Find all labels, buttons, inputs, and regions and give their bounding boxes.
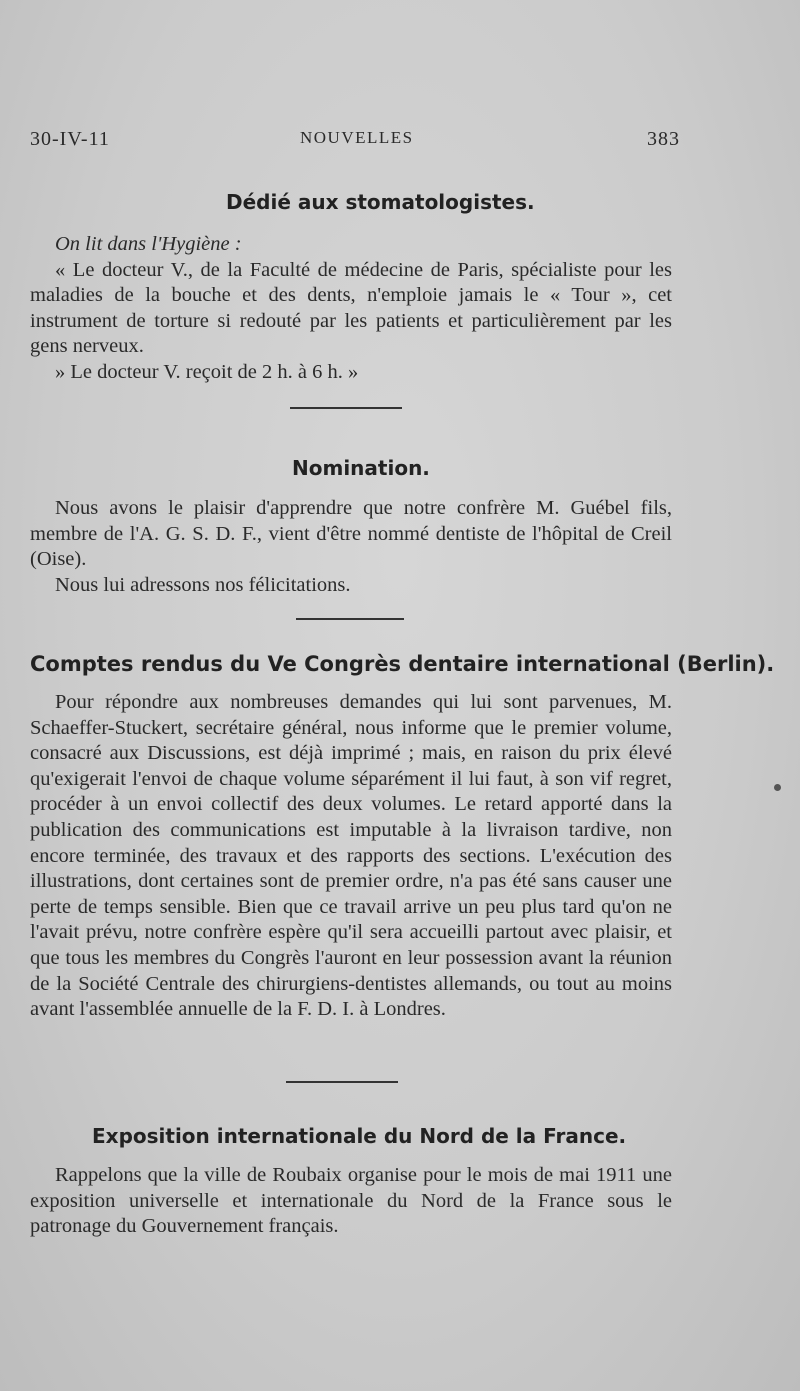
article-paragraph: Nous avons le plaisir d'apprendre que notre confrère M. Guébel fils, membre de l'A. G. S. D. F., vient d'être nommé dentiste de l'hôpital de Creil (Oise).	[30, 497, 672, 571]
article-title-exposition: Exposition internationale du Nord de la France.	[92, 1124, 627, 1148]
article-body-congres	[30, 690, 672, 1023]
article-paragraph: Rappelons que la ville de Roubaix organise pour le mois de mai 1911 une exposition universelle et internationale du Nord de la France sous le patronage du Gouvernement français.	[30, 1164, 672, 1238]
page-number: 383	[647, 128, 680, 150]
section-divider	[296, 618, 404, 620]
article-body-dedie	[30, 232, 672, 386]
article-body-exposition	[30, 1163, 672, 1240]
article-title-nomination: Nomination.	[292, 456, 430, 480]
article-line: « Le docteur V., de la Faculté de médecine de Paris, spécialiste pour les maladies de la bouche et des dents, n'emploie jamais le « Tour », cet instrument de torture si redouté par les patients et particulièrement par les gens nerveux.	[30, 258, 672, 358]
section-divider	[290, 407, 402, 409]
article-line: On lit dans l'Hygiène :	[55, 233, 242, 255]
article-title-congres: Comptes rendus du Ve Congrès dentaire international (Berlin).	[30, 652, 775, 676]
header-section: NOUVELLES	[300, 128, 414, 147]
ink-speck	[774, 784, 781, 791]
article-title-dedie: Dédié aux stomatologistes.	[226, 190, 535, 214]
section-divider	[286, 1081, 398, 1083]
article-body-nomination	[30, 496, 672, 598]
article-line: » Le docteur V. reçoit de 2 h. à 6 h. »	[55, 360, 359, 383]
running-header	[30, 128, 680, 158]
article-paragraph: Nous lui adressons nos félicitations.	[55, 573, 351, 596]
article-paragraph: Pour répondre aux nombreuses demandes qui lui sont parvenues, M. Schaeffer-Stuckert, secrétaire général, nous informe que le premier volume, consacré aux Discussions, est déjà imprimé ; mais, en raison du prix élevé qu'exigerait l'envoi de chaque volume séparément il lui faut, à son vif regret, procéder à un envoi collectif des deux volumes. Le retard apporté dans la publication des communications est imputable à la livraison tardive, non encore terminée, des travaux et des rapports des sections. L'exécution des illustrations, dont certaines sont de premier ordre, n'a pas été sans causer une perte de temps sensible. Bien que ce travail arrive un peu plus tard qu'on ne l'avait prévu, notre confrère espère qu'il sera accueilli partout avec plaisir, et que tous les membres du Congrès l'auront en leur possession avant la réunion de la Société Centrale des chirurgiens-dentistes allemands, ou tout au moins avant l'assemblée annuelle de la F. D. I. à Londres.	[30, 691, 672, 1021]
header-date: 30-IV-11	[30, 128, 110, 150]
